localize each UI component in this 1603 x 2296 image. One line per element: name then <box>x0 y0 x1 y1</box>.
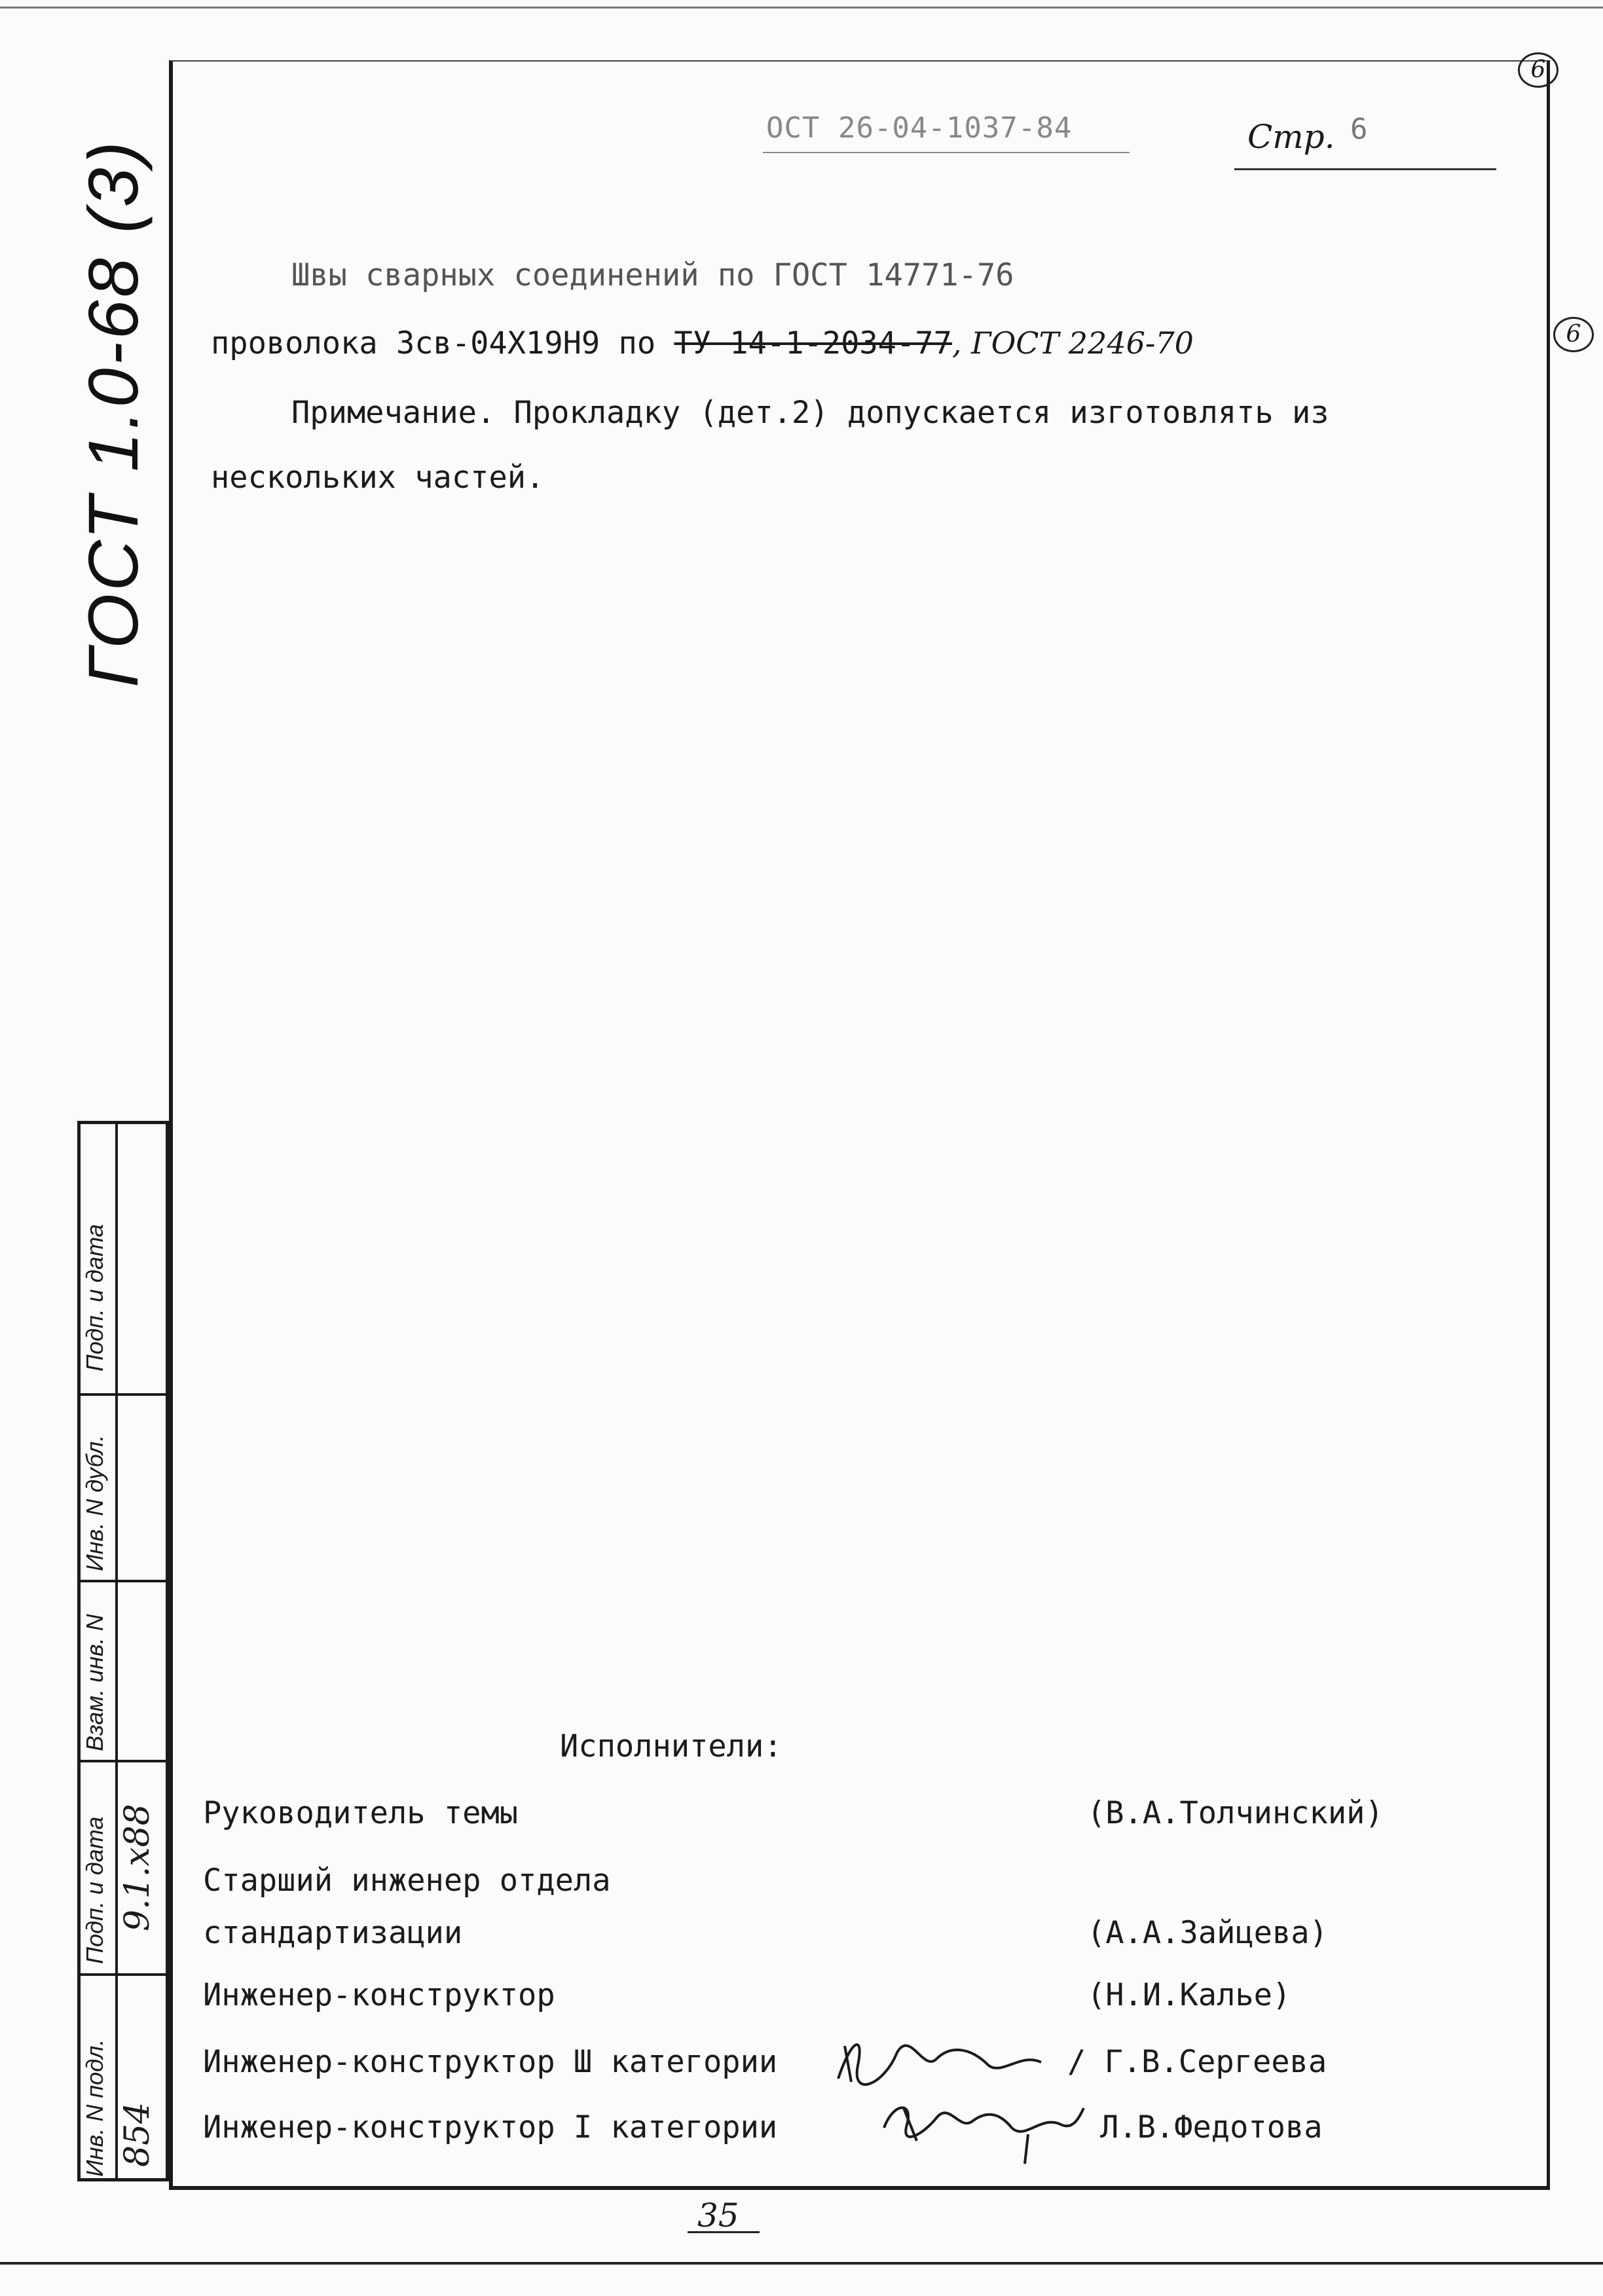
weld-requirement-line: Швы сварных соединений по ГОСТ 14771-76 <box>291 257 1014 293</box>
stamp-row-divider <box>77 1580 169 1582</box>
page-label: Стр. <box>1247 118 1335 156</box>
document-code-underline <box>763 152 1130 153</box>
wire-prefix: проволока Зсв-04Х19Н9 по <box>211 325 674 361</box>
executor-name: (Н.И.Калье) <box>1087 1977 1291 2013</box>
stamp-value-inventory-number: 854 <box>118 2102 157 2167</box>
top-edge-line <box>0 7 1603 9</box>
stamp-label-sign-date-top: Подп. и дата <box>81 1224 108 1372</box>
executor-name: / Г.В.Сергеева <box>1067 2044 1327 2080</box>
wire-requirement-line <box>211 325 1194 361</box>
stamp-column-divider <box>115 1121 118 2181</box>
stamp-label-original-inventory: Инв. N подл. <box>81 2039 108 2177</box>
executor-name: Л.В.Федотова <box>1100 2109 1323 2145</box>
executor-name: (В.А.Толчинский) <box>1087 1795 1384 1831</box>
note-line-1: Примечание. Прокладку (дет.2) допускается изготовлять из <box>291 395 1329 431</box>
footer-page-number: 35 <box>697 2196 739 2234</box>
executor-name: (А.А.Зайцева) <box>1087 1915 1328 1951</box>
executor-role: Старший инженер отдела <box>203 1863 611 1899</box>
executors-heading: Исполнители: <box>560 1728 783 1764</box>
stamp-label-dup-inventory: Инв. N дубл. <box>81 1434 108 1571</box>
handwritten-standard-ref: , ГОСТ 2246-70 <box>951 325 1194 361</box>
stamp-row-divider <box>77 1760 169 1762</box>
stamp-value-date: 9.1.x88 <box>118 1804 157 1931</box>
side-standard-title: ГОСТ 1.0-68 (3) <box>73 139 153 687</box>
footer-page-number-underline <box>688 2231 760 2233</box>
margin-revision-mark: 6 <box>1553 317 1594 352</box>
page-label-underline <box>1234 168 1496 170</box>
struck-standard-ref: ТУ 14-1-2034-77 <box>674 325 952 361</box>
bottom-edge-line <box>0 2262 1603 2265</box>
stamp-label-replacement-inventory: Взам. инв. N <box>81 1614 108 1751</box>
corner-revision-mark: 6 <box>1518 52 1558 88</box>
note-line-2: нескольких частей. <box>211 460 545 496</box>
page-number: 6 <box>1350 113 1368 146</box>
executor-role: Инженер-конструктор <box>203 1977 555 2013</box>
stamp-label-sign-date: Подп. и дата <box>81 1816 108 1964</box>
executor-role: Инженер-конструктор I категории <box>203 2109 778 2145</box>
signature-fedotova <box>877 2088 1087 2176</box>
stamp-row-divider <box>77 1393 169 1396</box>
stamp-row-divider <box>77 1973 169 1976</box>
executor-role: Руководитель темы <box>203 1795 519 1831</box>
executor-role: стандартизации <box>203 1915 463 1951</box>
executor-role: Инженер-конструктор Ш категории <box>203 2044 778 2080</box>
document-code: ОСТ 26-04-1037-84 <box>766 111 1073 145</box>
